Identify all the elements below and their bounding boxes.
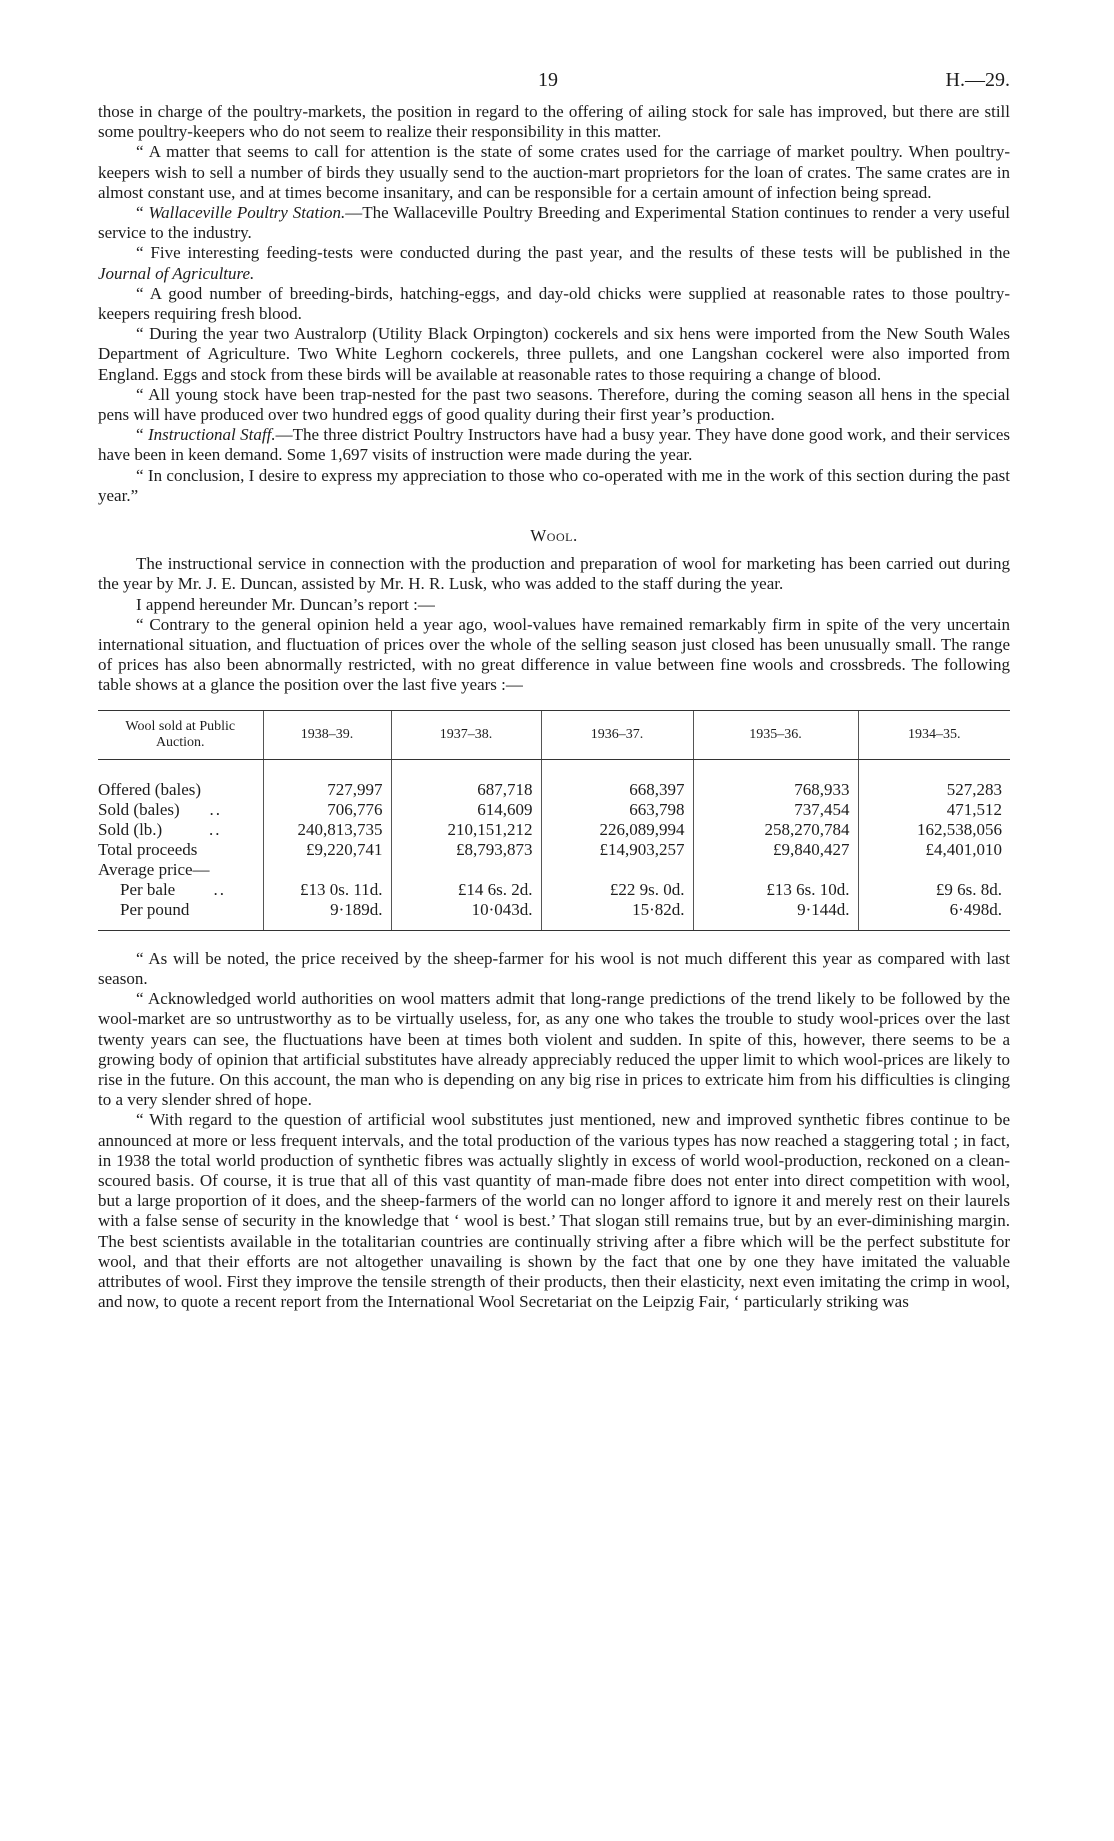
paragraph: “ As will be noted, the price received by the sheep-farmer for his wool is not much different this year as compared with last season. [98, 948, 1010, 988]
paragraph: “ A good number of breeding-birds, hatching-eggs, and day-old chicks were supplied at reasonable rates to those poultry-keepers requiring fresh blood. [98, 283, 1010, 324]
table-cell: 737,454 [693, 800, 858, 820]
table-cell: 6·498d. [858, 900, 1010, 931]
table-cell: 687,718 [391, 780, 541, 800]
table-row [98, 880, 1010, 900]
table-cell: £8,793,873 [391, 840, 541, 860]
table-cell: £13 0s. 11d. [263, 880, 391, 900]
table-cell: 240,813,735 [263, 820, 391, 840]
table-cell: £22 9s. 0d. [541, 880, 693, 900]
table-row [98, 860, 1010, 880]
row-label: Sold (bales) .. [98, 799, 222, 819]
table-row [98, 800, 1010, 820]
leader-dots: .. [208, 819, 222, 839]
document-page [98, 70, 1010, 1312]
table-cell: £13 6s. 10d. [693, 880, 858, 900]
table-cell: 258,270,784 [693, 820, 858, 840]
table-corner-header: Wool sold at Public Auction. [98, 710, 263, 759]
table-cell: 162,538,056 [858, 820, 1010, 840]
table-cell: £4,401,010 [858, 840, 1010, 860]
leader-dots: .. [213, 879, 226, 899]
row-label: Sold (lb.) .. [98, 819, 222, 839]
table-row [98, 780, 1010, 800]
table-header-row [98, 710, 1010, 759]
column-header: 1938–39. [263, 710, 391, 759]
table-cell: 15·82d. [541, 900, 693, 931]
table-cell: 706,776 [263, 800, 391, 820]
table-cell: £9 6s. 8d. [858, 880, 1010, 900]
paragraph: “ In conclusion, I desire to express my appreciation to those who co-operated with me in the work of this section during the past year.” [98, 465, 1010, 505]
table-row [98, 820, 1010, 840]
paragraph: those in charge of the poultry-markets, the position in regard to the offering of ailing stock for sale has improved, but there are still some poultry-keepers who do not seem to realize their responsibility in this matter. [98, 102, 1010, 142]
column-header: 1937–38. [391, 710, 541, 759]
journal-title: Journal of Agriculture. [98, 263, 255, 283]
row-label: Total proceeds [98, 839, 198, 859]
paragraph: “ Five interesting feeding-tests were conducted during the past year, and the results of these tests will be published in the Journal of Agriculture. [98, 243, 1010, 283]
table-cell: 668,397 [541, 780, 693, 800]
table-cell: 768,933 [693, 780, 858, 800]
row-label: Average price— [98, 859, 210, 879]
paragraph: “ Wallaceville Poultry Station.—The Wallaceville Poultry Breeding and Experimental Station continues to render a very useful service to the industry. [98, 203, 1011, 243]
page-header [98, 70, 1010, 102]
table-cell: 527,283 [858, 780, 1010, 800]
table-row [98, 900, 1010, 931]
leader-dots: .. [209, 799, 222, 819]
table-cell: 10·043d. [391, 900, 541, 931]
page-number: 19 [538, 69, 558, 91]
table-cell: £14,903,257 [541, 840, 693, 860]
row-label: Per bale .. [120, 879, 226, 899]
table-cell: £14 6s. 2d. [391, 880, 541, 900]
table-cell: 210,151,212 [391, 820, 541, 840]
row-label: Per pound [98, 900, 263, 931]
section-heading-wool: Wool. [530, 526, 578, 546]
table-cell: 9·144d. [693, 900, 858, 931]
wool-sales-table [98, 710, 1010, 931]
section-title: Wallaceville Poultry Station. [148, 203, 346, 223]
paragraph: The instructional service in connection with the production and preparation of wool for marketing has been carried out during the year by Mr. J. E. Duncan, assisted by Mr. H. R. Lusk, who was added to the staff during the year. [98, 554, 1010, 594]
table-row [98, 840, 1010, 860]
paragraph: “ Acknowledged world authorities on wool matters admit that long-range predictions of the trend likely to be followed by the wool-market are so untrustworthy as to be virtually useless, for, as any one who takes the trouble to study wool-prices over the last twenty years can see, the fluctuations have been at times both violent and sudden. In spite of this, however, there seems to be a growing body of opinion that artificial substitutes have already appreciably reduced the upper limit to which wool-prices are likely to rise in the future. On this account, the man who is depending on any big rise in prices to extricate him from his difficulties is clinging to a very slender shred of hope. [98, 989, 1010, 1110]
paragraph: “ With regard to the question of artificial wool substitutes just mentioned, new and improved synthetic fibres continue to be announced at more or less frequent intervals, and the total production of the various types has now reached a staggering total ; in fact, in 1938 the total world production of synthetic fibres was actually slightly in excess of world wool-production, reckoned on a clean-scoured basis. Of course, it is true that all of this vast quantity of man-made fibre does not enter into direct competition with wool, but a large proportion of it does, and the sheep-farmers of the world can no longer afford to ignore it and merely rest on their laurels with a false sense of security in the knowledge that ‘ wool is best.’ That slogan still remains true, but by an ever-diminishing margin. The best scientists available in the totalitarian countries are continually striving after a fibre which will be the perfect substitute for wool, and that their efforts are not altogether unavailing is shown by the fact that one by one they have imitated the valuable attributes of wool. First they improve the tensile strength of their products, then their elasticity, next even imitating the crimp in wool, and now, to quote a recent report from the International Wool Secretariat on the Leipzig Fair, ‘ particularly striking was [98, 1110, 1010, 1312]
table-cell: £9,840,427 [693, 840, 858, 860]
paragraph: “ Instructional Staff.—The three district Poultry Instructors have had a busy year. They have done good work, and their services have been in keen demand. Some 1,697 visits of instruction were made during the year. [98, 425, 1011, 465]
table-cell: 226,089,994 [541, 820, 693, 840]
row-label: Offered (bales) [98, 779, 202, 799]
paragraph: “ Contrary to the general opinion held a year ago, wool-values have remained remarkably firm in spite of the very uncertain international situation, and fluctuation of prices over the whole of the selling season just closed has been unusually small. The range of prices has also been abnormally restricted, with no great difference in value between fine wools and crossbreds. The following table shows at a glance the position over the last five years :— [98, 614, 1010, 695]
paragraph: “ All young stock have been trap-nested for the past two seasons. Therefore, during the coming season all hens in the special pens will have produced over two hundred eggs of good quality during their first year’s production. [98, 384, 1010, 425]
paragraph: “ During the year two Australorp (Utility Black Orpington) cockerels and six hens were imported from the New South Wales Department of Agriculture. Two White Leghorn cockerels, three pullets, and one Langshan cockerel were also imported from England. Eggs and stock from these birds will be available at reasonable rates to those requiring a change of blood. [98, 324, 1010, 384]
table-cell: 471,512 [858, 800, 1010, 820]
column-header: 1936–37. [541, 710, 693, 759]
table-cell: 614,609 [391, 800, 541, 820]
section-title: Instructional Staff. [147, 425, 276, 445]
paragraph: “ A matter that seems to call for attention is the state of some crates used for the carriage of market poultry. When poultry-keepers wish to sell a number of birds they usually send to the auction-mart proprietors for the loan of crates. The same crates are in almost constant use, and at times become insanitary, and can be responsible for a certain amount of infection being spread. [98, 142, 1010, 202]
document-reference: H.—29. [945, 69, 1010, 91]
paragraph: I append hereunder Mr. Duncan’s report :— [136, 594, 435, 614]
column-header: 1934–35. [858, 710, 1010, 759]
table-cell: 9·189d. [263, 900, 391, 931]
table-cell: 727,997 [263, 780, 391, 800]
column-header: 1935–36. [693, 710, 858, 759]
table-cell: £9,220,741 [263, 840, 391, 860]
table-cell: 663,798 [541, 800, 693, 820]
